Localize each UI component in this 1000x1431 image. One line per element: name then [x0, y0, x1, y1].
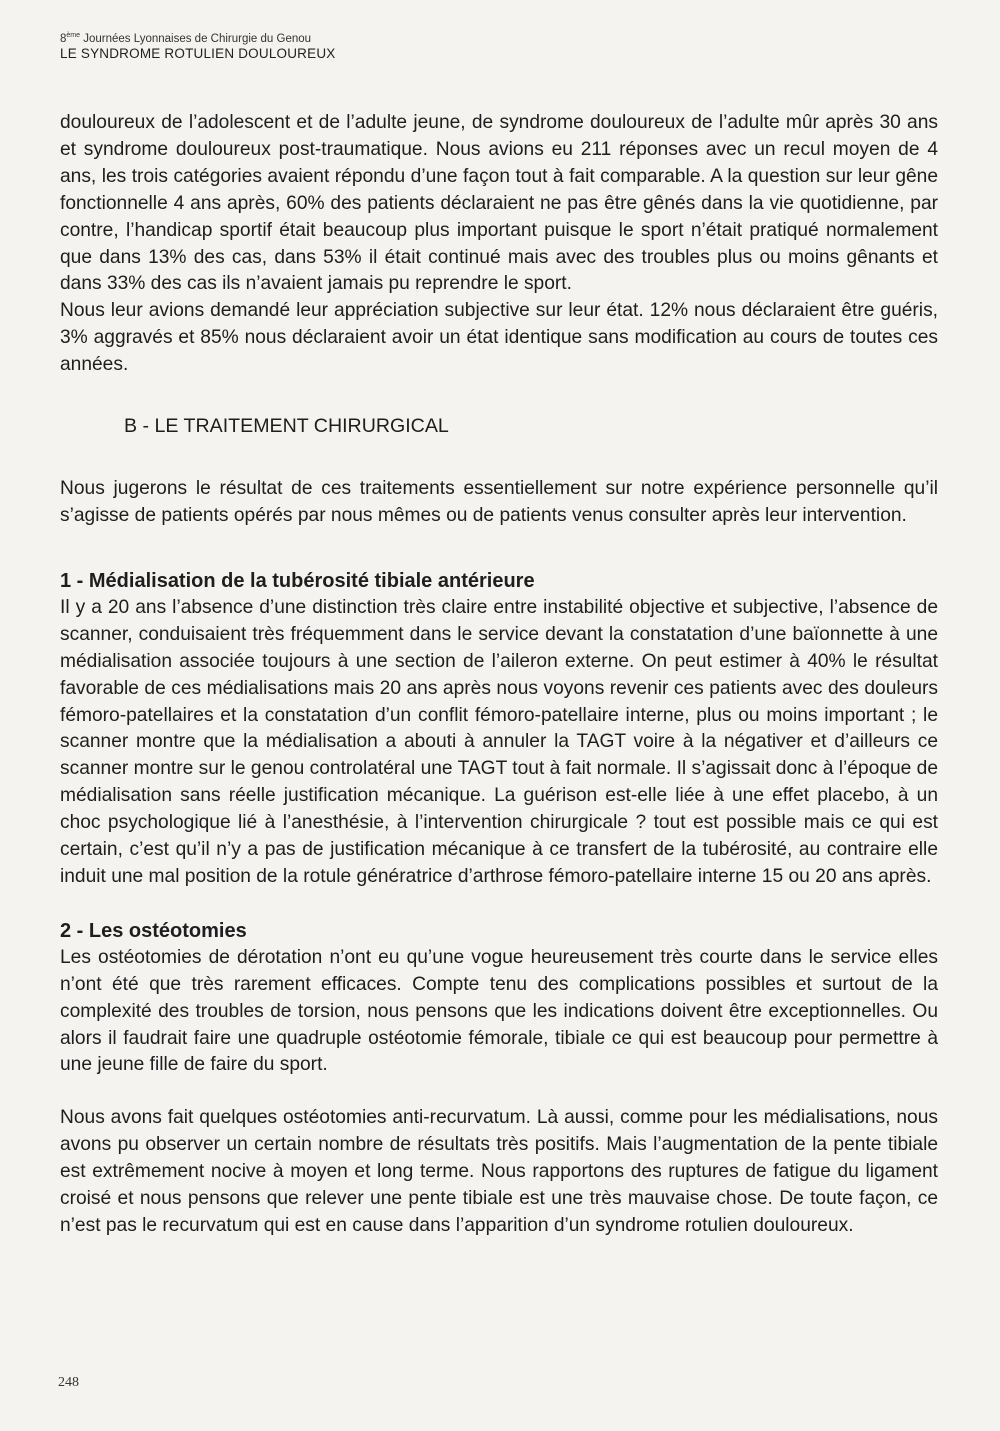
subsection-heading-1: 1 - Médialisation de la tubérosité tibiale antérieure	[60, 569, 535, 592]
conference-rest: Journées Lyonnaises de Chirurgie du Genou	[80, 32, 312, 45]
paragraph-section-b: Nous jugerons le résultat de ces traitements essentiellement sur notre expérience personnelle qu’il s’agisse de patients opérés par nous mêmes ou de patients venus consulter après leur intervention.	[60, 478, 938, 526]
page-number: 248	[58, 1375, 79, 1390]
running-header	[60, 32, 336, 62]
conference-ordinal: 8	[60, 32, 67, 45]
paragraph-intro-2: Nous leur avions demandé leur appréciation subjective sur leur état. 12% nous déclaraient être guéris, 3% aggravés et 85% nous déclaraient avoir un état identique sans modification au cours de toutes ces années.	[60, 300, 938, 376]
section-heading-b: B - LE TRAITEMENT CHIRURGICAL	[124, 415, 449, 438]
conference-name	[60, 32, 336, 46]
paragraph-intro-1: douloureux de l’adolescent et de l’adulte jeune, de syndrome douloureux de l’adulte mûr après 30 ans et syndrome douloureux post-traumatique. Nous avions eu 211 réponses avec un recul moyen de 4 ans, les trois catégories avaient répondu d’une façon tout à fait comparable. A la question sur leur gêne fonctionnelle 4 ans après, 60% des patients déclaraient ne pas être gênés dans la vie quotidienne, par contre, l’handicap sportif était beaucoup plus important puisque le sport n’était pratiqué normalement que dans 13% des cas, dans 53% il était continué mais avec des troubles plus ou moins gênants et dans 33% des cas ils n’avaient jamais pu reprendre le sport.	[60, 112, 938, 295]
paragraph-medialisation: Il y a 20 ans l’absence d’une distinction très claire entre instabilité objective et subjective, l’absence de scanner, conduisaient très fréquemment dans le service devant la constatation d’une baïonnette à une médialisation associée toujours à une section de l’aileron externe. On peut estimer à 40% le résultat favorable de ces médialisations mais 20 ans après nous voyons revenir ces patients avec des douleurs fémoro-patellaires et la constatation d’un conflit fémoro-patellaire interne, plus ou moins important ; le scanner montre que la médialisation a abouti à annuler la TAGT voire à la négativer et d’ailleurs ce scanner montre sur le genou controlatéral une TAGT tout à fait normale. Il s’agissait donc à l’époque de médialisation sans réelle justification mécanique. La guérison est-elle liée à une effet placebo, à un choc psychologique lié à l’anesthésie, à l’intervention chirurgicale ? tout est possible mais ce qui est certain, c’est qu’il n’y a pas de justification mécanique à ce transfert de la tubérosité, au contraire elle induit une mal position de la rotule génératrice d’arthrose fémoro-patellaire interne 15 ou 20 ans après.	[60, 596, 938, 887]
paragraph-osteotomies-2: Nous avons fait quelques ostéotomies anti-recurvatum. Là aussi, comme pour les médialisations, nous avons pu observer un certain nombre de résultats très positifs. Mais l’augmentation de la pente tibiale est extrêmement nocive à moyen et long terme. Nous rapportons des ruptures de fatigue du ligament croisé et nous pensons que relever une pente tibiale est une très mauvaise chose. De toute façon, ce n’est pas le recurvatum qui est en cause dans l’apparition d’un syndrome rotulien douloureux.	[60, 1107, 938, 1236]
subsection-heading-2: 2 - Les ostéotomies	[60, 919, 247, 942]
conference-ordinal-suffix: ème	[66, 32, 81, 39]
main-text	[60, 110, 938, 1240]
book-title: LE SYNDROME ROTULIEN DOULOUREUX	[60, 46, 336, 62]
paragraph-osteotomies-1: Les ostéotomies de dérotation n’ont eu qu’une vogue heureusement très courte dans le service elles n’ont été que très rarement efficaces. Compte tenu des complications possibles et surtout de la complexité des troubles de torsion, nous pensons que les indications doivent être exceptionnelles. Ou alors il faudrait faire une quadruple ostéotomie fémorale, tibiale ce qui est beaucoup pour permettre à une jeune fille de faire du sport.	[60, 946, 938, 1076]
